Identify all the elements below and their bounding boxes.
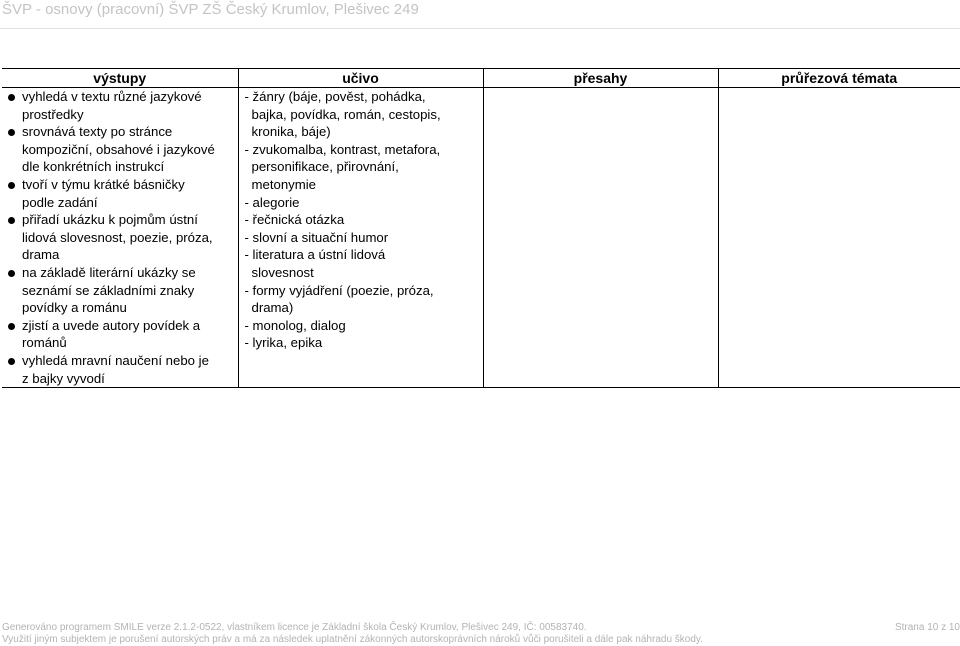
outcome-item <box>2 88 238 123</box>
header-divider <box>0 28 960 29</box>
content-line: personifikace, přirovnání, <box>251 159 399 175</box>
outcome-line: na základě literární ukázky se <box>22 264 196 280</box>
outcome-line: dle konkrétních instrukcí <box>22 159 165 175</box>
outcome-item <box>2 123 238 176</box>
content-item <box>239 141 483 194</box>
page-number: Strana 10 z 10 <box>894 622 960 633</box>
content-line: metonymie <box>251 176 316 192</box>
table-header-row <box>2 69 960 88</box>
footer-copyright-text: Využití jiným subjektem je porušení autorských práv a má za následek uplatnění zákonných autorskoprávních nároků vůči porušiteli a dále pak náhradu škody. <box>2 634 703 645</box>
outcome-line: zjistí a uvede autory povídek a <box>22 317 201 333</box>
outcome-line: prostředky <box>22 106 84 122</box>
content-line: - slovní a situační humor <box>244 229 389 245</box>
content-line: - žánry (báje, pověst, pohádka, <box>244 89 426 104</box>
column-header-cross-topics: průřezová témata <box>718 69 960 88</box>
outcome-item <box>2 317 238 352</box>
footer-copyright <box>2 634 960 646</box>
content-item <box>239 334 483 352</box>
footer-generated-text: Generováno programem SMILE verze 2.1.2-0522, vlastníkem licence je Základní škola Český Krumlov, Plešivec 249, IČ: 00583740. <box>2 622 587 633</box>
overlaps-cell <box>483 88 718 388</box>
document-title: ŠVP - osnovy (pracovní) ŠVP ZŠ Český Krumlov, Plešivec 249 <box>2 1 419 18</box>
outcome-line: kompoziční, obsahové i jazykové <box>22 141 215 157</box>
curriculum-table <box>2 68 960 388</box>
outcome-line: lidová slovesnost, poezie, próza, <box>22 229 213 245</box>
outcome-line: vyhledá v textu různé jazykové <box>22 89 202 104</box>
document-header <box>0 0 960 30</box>
outcomes-cell <box>2 88 238 388</box>
outcome-line: podle zadání <box>22 194 98 210</box>
outcome-item <box>2 264 238 317</box>
content-item <box>239 211 483 229</box>
cross-topics-cell <box>718 88 960 388</box>
column-header-content: učivo <box>238 69 483 88</box>
content-line: - alegorie <box>244 194 300 210</box>
outcome-item <box>2 352 238 387</box>
content-line: drama) <box>251 300 294 316</box>
content-line: - monolog, dialog <box>244 317 346 333</box>
content-item <box>239 317 483 335</box>
outcome-line: přiřadí ukázku k pojmům ústní <box>22 212 198 228</box>
column-header-overlaps: přesahy <box>483 69 718 88</box>
outcome-line: srovnává texty po stránce <box>22 124 173 140</box>
content-item <box>239 282 483 317</box>
content-line: slovesnost <box>251 264 314 280</box>
column-header-outcomes: výstupy <box>2 69 238 88</box>
outcome-line: seznámí se základními znaky <box>22 282 195 298</box>
outcome-line: povídky a románu <box>22 300 127 316</box>
outcome-line: tvoří v týmu krátké básničky <box>22 176 185 192</box>
outcome-line: drama <box>22 247 60 263</box>
footer-generated <box>2 622 960 634</box>
outcome-line: vyhledá mravní naučení nebo je <box>22 352 209 368</box>
content-line: bajka, povídka, román, cestopis, <box>251 106 441 122</box>
outcome-item <box>2 176 238 211</box>
outcome-item <box>2 211 238 264</box>
content-line: - literatura a ústní lidová <box>244 247 386 263</box>
table-row <box>2 88 960 388</box>
content-cell <box>238 88 483 388</box>
content-line: - lyrika, epika <box>244 335 323 351</box>
content-line: - formy vyjádření (poezie, próza, <box>244 282 434 298</box>
outcome-line: z bajky vyvodí <box>22 370 105 386</box>
content-item <box>239 88 483 141</box>
content-item <box>239 246 483 281</box>
content-line: - zvukomalba, kontrast, metafora, <box>244 141 441 157</box>
outcomes-list <box>2 88 238 387</box>
outcome-line: románů <box>22 335 67 351</box>
content-line: - řečnická otázka <box>244 212 345 228</box>
content-item <box>239 194 483 212</box>
content-item <box>239 229 483 247</box>
content-line: kronika, báje) <box>251 124 331 140</box>
